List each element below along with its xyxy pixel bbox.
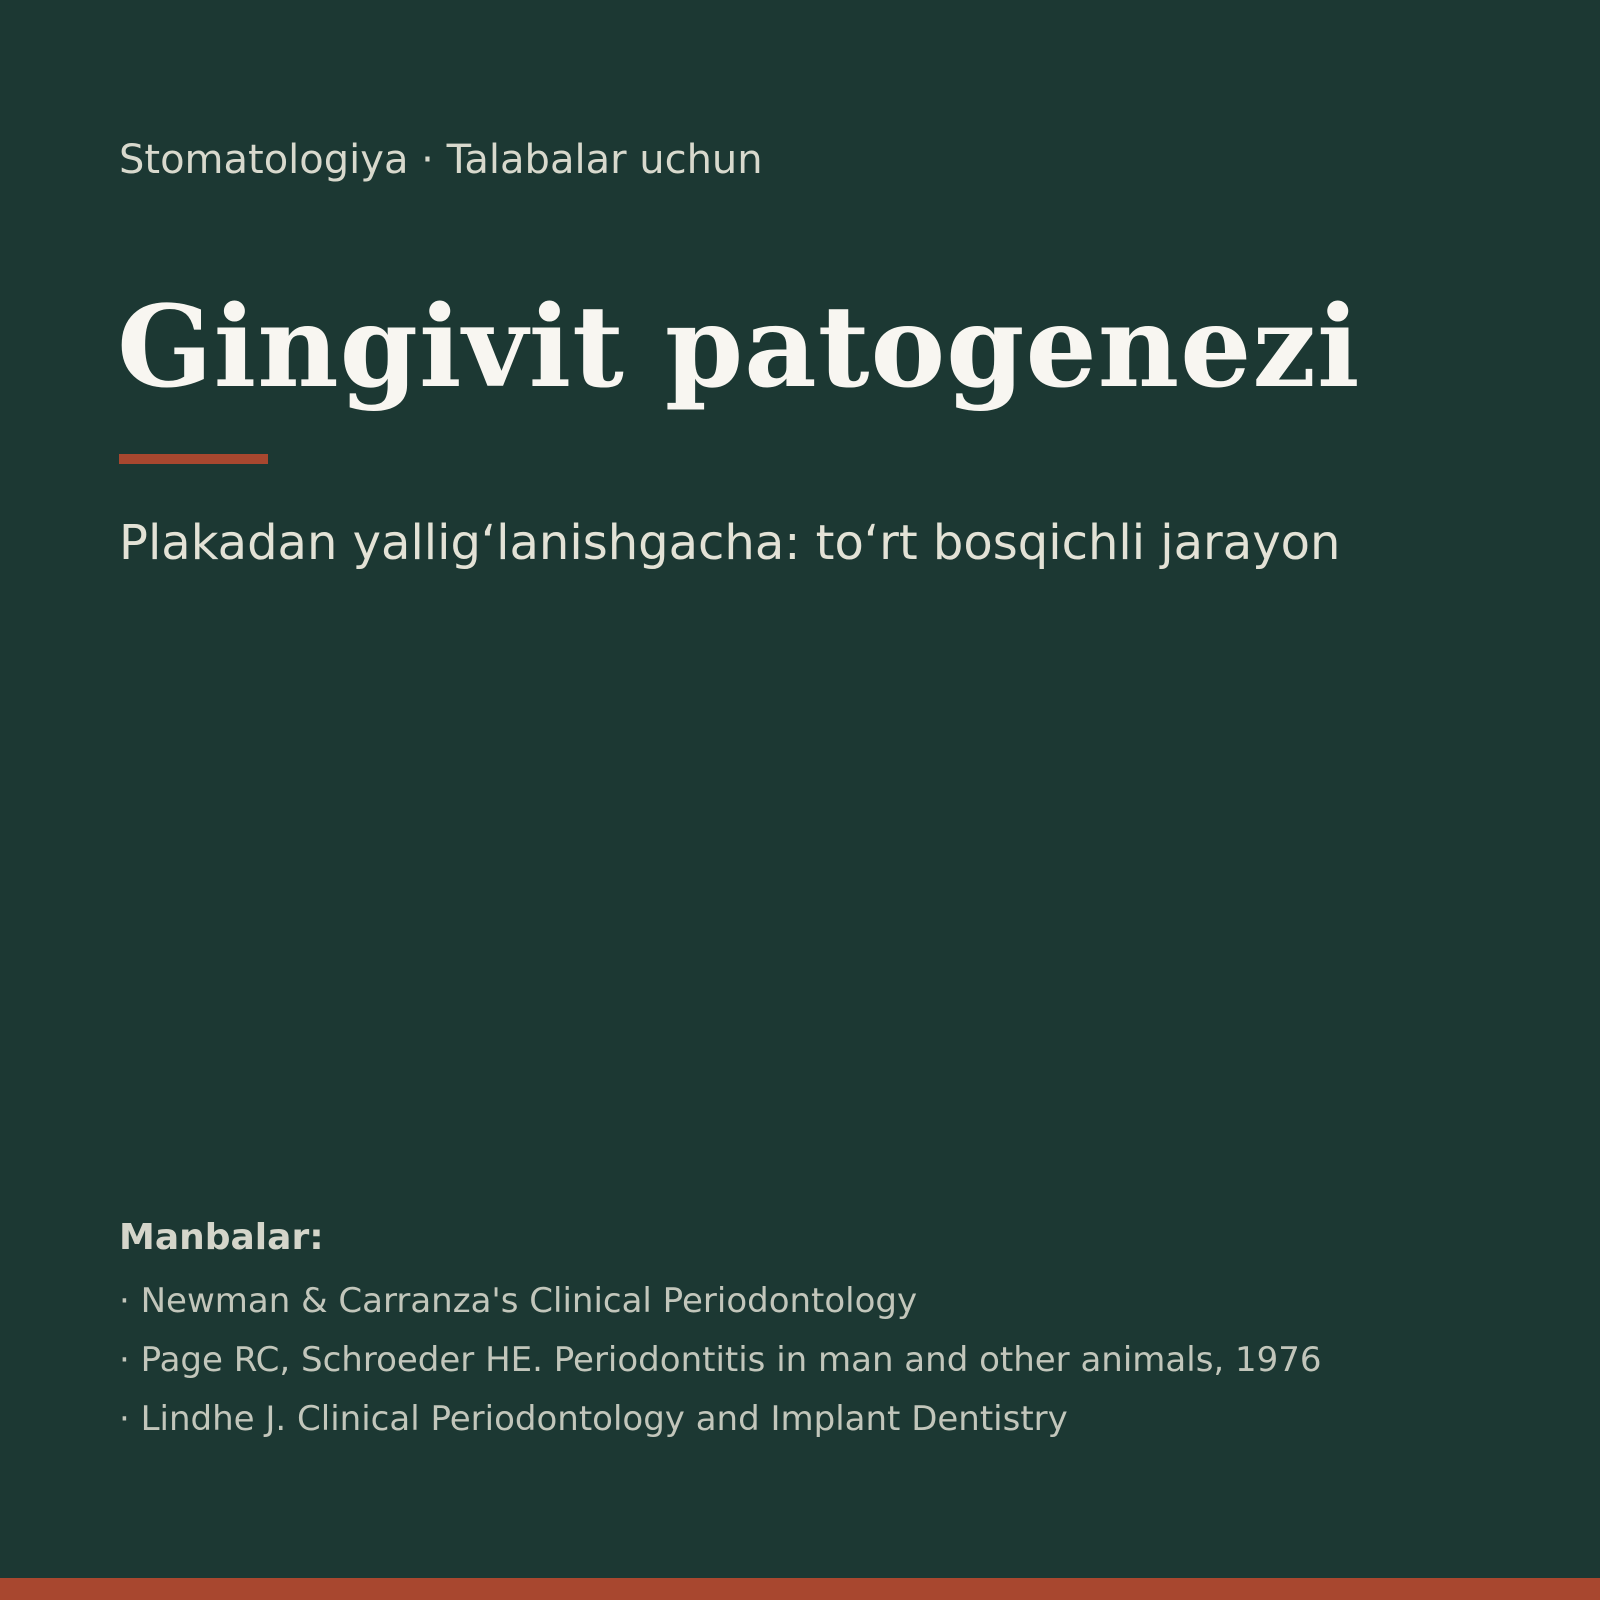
source-item: · Newman & Carranza's Clinical Periodontology — [119, 1281, 918, 1321]
title-accent-divider — [119, 454, 268, 464]
page-subtitle: Plakadan yallig‘lanishgacha: to‘rt bosqichli jarayon — [119, 515, 1341, 571]
footer-accent-bar — [0, 1578, 1600, 1600]
eyebrow-label: Stomatologiya · Talabalar uchun — [119, 137, 763, 183]
source-item: · Page RC, Schroeder HE. Periodontitis in man and other animals, 1976 — [119, 1340, 1322, 1380]
source-item: · Lindhe J. Clinical Periodontology and Implant Dentistry — [119, 1399, 1068, 1439]
page-title: Gingivit patogenezi — [117, 282, 1361, 413]
sources-heading: Manbalar: — [119, 1217, 324, 1258]
sources-section — [119, 1214, 1322, 1449]
